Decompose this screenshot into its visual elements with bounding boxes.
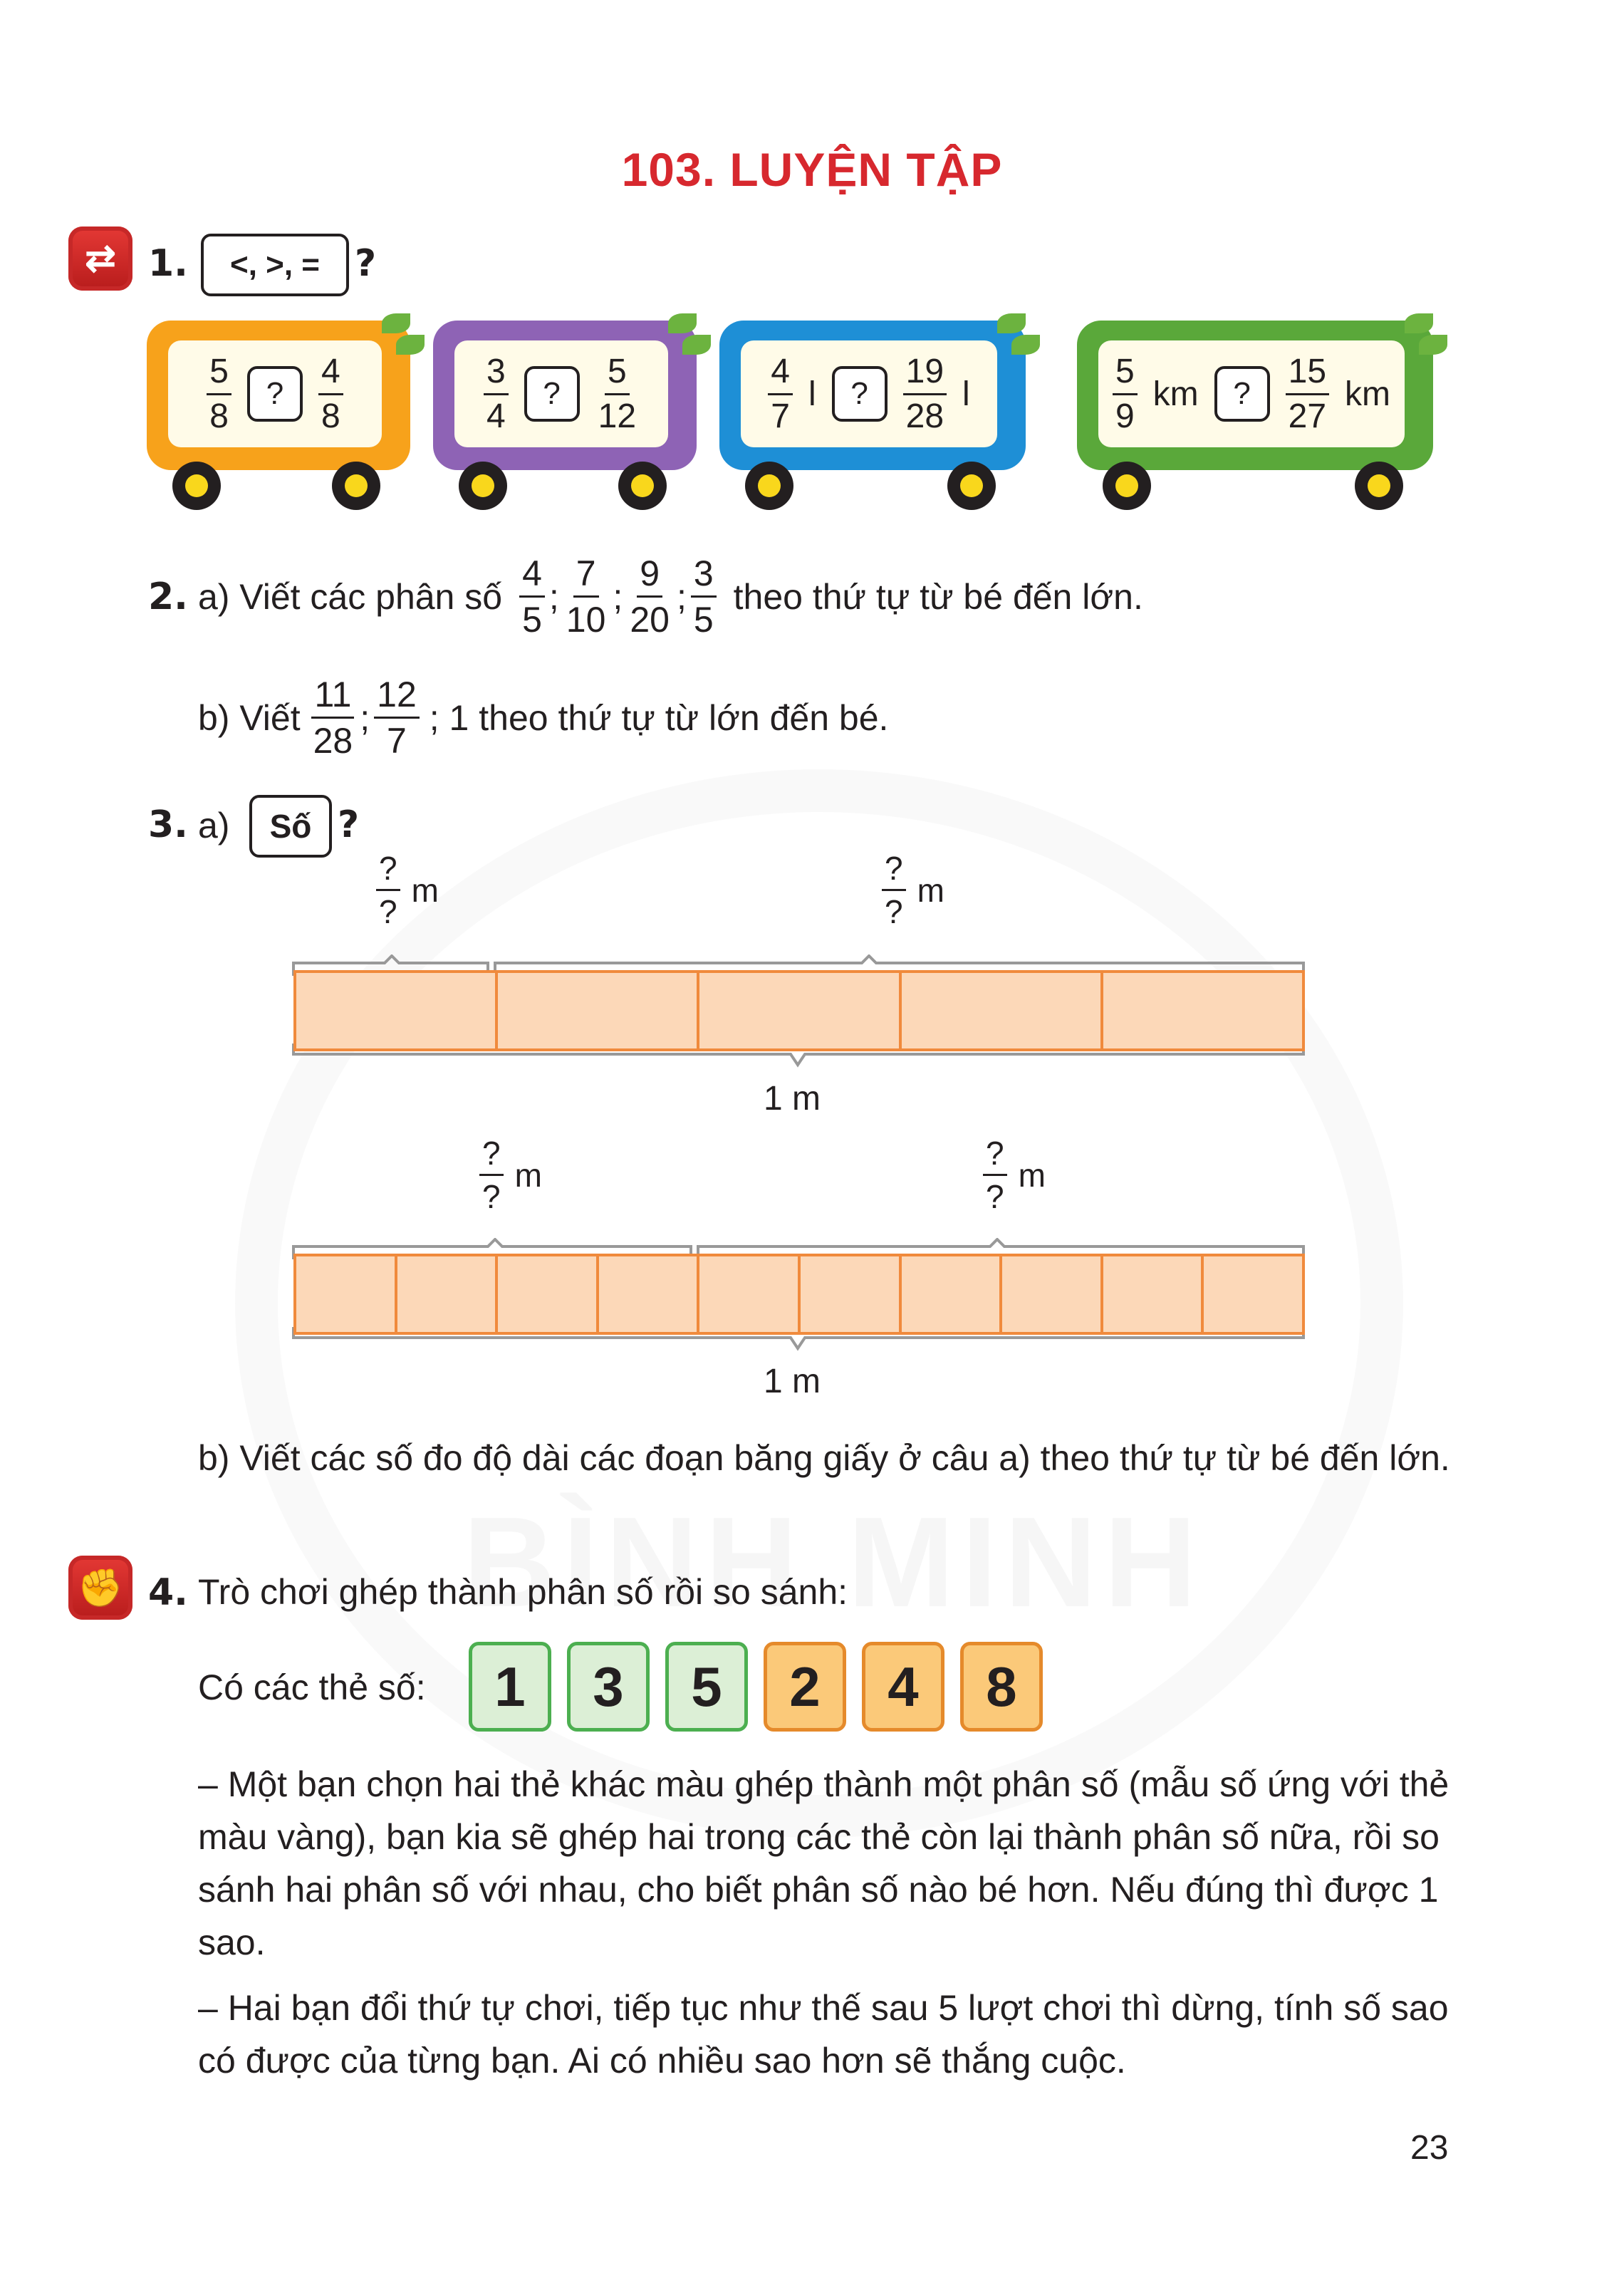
fraction-numerator: 3: [691, 556, 717, 598]
number-card: 3: [567, 1642, 650, 1732]
tape-segment: [498, 973, 699, 1048]
length-label: [983, 1137, 1046, 1213]
tape-bar-fifths: [293, 970, 1305, 1051]
wagon-panel: [1098, 340, 1405, 447]
leaf-decoration: [1011, 335, 1040, 355]
leaf-decoration: [396, 335, 425, 355]
length-label: [479, 1137, 542, 1213]
ex3-number: 3.: [148, 803, 188, 846]
tape-segment: [498, 1256, 599, 1332]
tape-segment: [1204, 1256, 1302, 1332]
compare-box: ?: [1214, 366, 1270, 422]
left-fraction-numerator: 3: [484, 355, 509, 395]
separator: ;: [360, 697, 370, 738]
ex4-rule-2: – Hai bạn đổi thứ tự chơi, tiếp tục như thế sau 5 lượt chơi thì dừng, tính số sao có được của từng bạn. Ai có nhiều sao hơn sẽ thắng cuộc.: [198, 1988, 1449, 2081]
right-fraction: [903, 352, 947, 435]
unit-label: m: [917, 871, 944, 909]
left-fraction-denominator: 8: [209, 397, 229, 435]
number-card: 8: [960, 1642, 1043, 1732]
right-fraction-denominator: 12: [598, 397, 637, 435]
wagon-3: [719, 321, 1026, 513]
tape-segment: [296, 973, 498, 1048]
ex1-number: 1.: [148, 242, 188, 285]
unknown-fraction: [479, 1137, 504, 1213]
number-card: 4: [862, 1642, 944, 1732]
unit-label: km: [1152, 375, 1199, 413]
ex2-line-a: [148, 553, 1143, 640]
fraction: [374, 677, 420, 759]
unit-label: l: [808, 375, 816, 413]
unit-label: l: [962, 375, 970, 413]
fraction: [691, 553, 717, 640]
fraction-denominator: 5: [693, 600, 714, 640]
unknown-numerator: ?: [376, 852, 400, 891]
ex3-a-label: a): [198, 806, 230, 845]
tape-segment: [397, 1256, 499, 1332]
length-label: [376, 852, 439, 928]
fraction-denominator: 28: [313, 721, 353, 761]
number-card: 1: [469, 1642, 551, 1732]
right-fraction-denominator: 27: [1288, 397, 1327, 435]
separator: ;: [676, 576, 687, 617]
wagon-panel: [168, 340, 382, 447]
wheel-icon: [618, 462, 667, 510]
tape-segment: [599, 1256, 700, 1332]
unknown-numerator: ?: [983, 1137, 1007, 1176]
unknown-fraction: [882, 852, 906, 928]
unit-label: m: [514, 1156, 542, 1194]
leaf-decoration: [997, 313, 1026, 333]
unknown-denominator: ?: [379, 893, 397, 930]
number-card: 2: [764, 1642, 846, 1732]
unit-label: m: [1018, 1156, 1046, 1194]
fraction-numerator: 11: [311, 677, 354, 719]
fraction: [311, 677, 356, 759]
wagon-1: [147, 321, 410, 513]
length-label: [882, 852, 944, 928]
tape-segment: [699, 1256, 801, 1332]
tape-segment: [1103, 1256, 1204, 1332]
ex4-heading: Trò chơi ghép thành phân số rồi so sánh:: [198, 1572, 848, 1612]
fraction-numerator: 9: [637, 556, 662, 598]
right-fraction-numerator: 4: [318, 355, 343, 395]
unknown-fraction: [983, 1137, 1007, 1213]
ex4-rule-1: – Một bạn chọn hai thẻ khác màu ghép thành một phân số (mẫu số ứng với thẻ màu vàng), bạn kia sẽ ghép hai trong các thẻ còn lại thành phân số nữa, rồi so sánh hai phân số với nhau, cho biết phân số nào bé hơn. Nếu đúng thì được 1 sao.: [198, 1764, 1449, 1962]
wagon-4: [1077, 321, 1433, 513]
wheel-icon: [947, 462, 996, 510]
diagram1-total: 1 m: [764, 1080, 821, 1118]
right-fraction-numerator: 19: [903, 355, 947, 395]
leaf-decoration: [382, 313, 410, 333]
fraction: [563, 553, 609, 640]
tape-bar-tenths: [293, 1254, 1305, 1335]
tape-segment: [902, 973, 1103, 1048]
fraction-denominator: 5: [522, 600, 542, 640]
left-fraction: [484, 352, 509, 435]
tape-segment: [1002, 1256, 1103, 1332]
ex2-number: 2.: [148, 575, 188, 618]
fraction-numerator: 4: [519, 556, 545, 598]
wheel-icon: [332, 462, 380, 510]
wheel-icon: [459, 462, 507, 510]
unknown-numerator: ?: [479, 1137, 504, 1176]
diagram2-total: 1 m: [764, 1363, 821, 1400]
wheel-icon: [1355, 462, 1403, 510]
right-fraction-denominator: 8: [321, 397, 340, 435]
game-fist-icon: ✊: [68, 1556, 132, 1620]
tape-segment: [296, 1256, 397, 1332]
tape-segment: [699, 973, 901, 1048]
fraction-denominator: 10: [566, 600, 606, 640]
ex2-a-prefix: a) Viết các phân số: [197, 576, 503, 617]
ex2-a-suffix: theo thứ tự từ bé đến lớn.: [733, 576, 1143, 617]
ex2-line-b: [198, 677, 888, 759]
ex2-b-fractions: [311, 677, 420, 759]
left-fraction: [207, 352, 231, 435]
ex3-prompt-question: ?: [338, 803, 360, 846]
ex2-b-suffix: ; 1 theo thứ tự từ lớn đến bé.: [429, 697, 889, 738]
wagon-panel: [454, 340, 668, 447]
tape-segment: [801, 1256, 902, 1332]
left-fraction: [768, 352, 793, 435]
fraction-numerator: 7: [573, 556, 599, 598]
left-fraction-denominator: 7: [771, 397, 790, 435]
compare-box: ?: [247, 366, 303, 422]
ex2-b-prefix: b) Viết: [198, 697, 301, 738]
compare-box: ?: [524, 366, 580, 422]
unknown-denominator: ?: [482, 1178, 501, 1215]
left-fraction-numerator: 5: [207, 355, 231, 395]
ex4-cards-label: Có các thẻ số:: [198, 1667, 426, 1707]
page-title: 103. LUYỆN TẬP: [621, 143, 1003, 196]
leaf-decoration: [668, 313, 697, 333]
left-fraction-denominator: 4: [486, 397, 506, 435]
number-card: 5: [665, 1642, 748, 1732]
fraction: [627, 553, 672, 640]
left-fraction-denominator: 9: [1115, 397, 1135, 435]
practice-icon: ⇄: [68, 227, 132, 291]
right-fraction-numerator: 15: [1286, 355, 1329, 395]
unknown-numerator: ?: [882, 852, 906, 891]
fraction-numerator: 12: [374, 677, 420, 719]
unknown-denominator: ?: [885, 893, 903, 930]
fraction: [519, 553, 545, 640]
separator: ;: [548, 576, 559, 617]
wagon-2: [433, 321, 697, 513]
page-number: 23: [1410, 2129, 1449, 2167]
ex3-prompt-box: Số: [249, 795, 332, 858]
fraction-denominator: 20: [630, 600, 670, 640]
left-fraction: [1113, 352, 1138, 435]
wagon-panel: [741, 340, 997, 447]
wheel-icon: [172, 462, 221, 510]
separator: ;: [613, 576, 623, 617]
right-fraction: [595, 352, 639, 435]
ex3-b-text: b) Viết các số đo độ dài các đoạn băng giấy ở câu a) theo thứ tự từ bé đến lớn.: [198, 1438, 1450, 1478]
wheel-icon: [745, 462, 793, 510]
unknown-fraction: [376, 852, 400, 928]
leaf-decoration: [682, 335, 711, 355]
right-fraction-numerator: 5: [605, 355, 630, 395]
tape-segment: [1103, 973, 1302, 1048]
ex2-a-fractions: [519, 553, 717, 640]
compare-box: ?: [832, 366, 888, 422]
fraction-denominator: 7: [387, 721, 407, 761]
ex4-number: 4.: [148, 1571, 188, 1614]
ex1-prompt-box: <, >, =: [201, 234, 349, 296]
watermark-text: [463, 1489, 1204, 1636]
ex1-prompt-question: ?: [355, 242, 377, 285]
left-fraction-numerator: 4: [768, 355, 793, 395]
right-fraction-denominator: 28: [905, 397, 944, 435]
tape-segment: [902, 1256, 1003, 1332]
wheel-icon: [1103, 462, 1151, 510]
right-fraction: [1286, 352, 1329, 435]
left-fraction-numerator: 5: [1113, 355, 1138, 395]
right-fraction: [318, 352, 343, 435]
unit-label: m: [411, 871, 439, 909]
unknown-denominator: ?: [986, 1178, 1004, 1215]
leaf-decoration: [1405, 313, 1433, 333]
leaf-decoration: [1419, 335, 1447, 355]
unit-label: km: [1345, 375, 1391, 413]
